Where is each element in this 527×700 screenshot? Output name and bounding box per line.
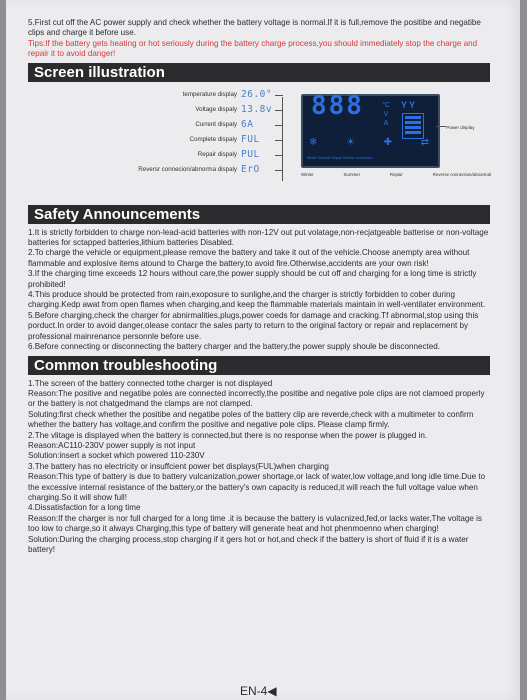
power-display-label: Power display	[446, 124, 475, 130]
lcd-screen	[301, 90, 440, 168]
label-bracket	[282, 97, 283, 181]
label-text: Complete dispaly	[189, 135, 237, 143]
label-row-voltage	[68, 103, 283, 118]
label-row-current	[68, 118, 283, 133]
intro-step5: 5.First cut off the AC power supply and check whether the battery voltage is normal.If it is full,remove the positibe and negatibe clips and charge it before use.	[28, 18, 481, 38]
safety-list	[28, 228, 490, 353]
label-row-complete	[68, 133, 283, 148]
lcd-footer: Winter Summer Repair Reverse connection	[307, 156, 373, 161]
manual-page	[28, 18, 490, 555]
trouble-line: 4.Dissatisfaction for a long time	[28, 503, 141, 513]
trouble-line: Reason:AC110-230V power supply is not input	[28, 440, 196, 450]
mode-label-summer: Summer	[343, 171, 361, 177]
trouble-line: Reason:If the charger is nor full charged for a long time .it is because the battery is vulacnized,fed,or lacks water,The voltage is too low to charge,so it always Charging,this type of battery will generate heat and hot phenmoenno when charging!	[28, 513, 482, 534]
mode-labels	[301, 170, 491, 180]
safety-item: 5.Before charging,check the charger for abnirmalities,plugs,power coeds for damage and cracking.Tf abnormal,stop using this porduct.In order to avoid danger,olease contacr the sales party to return to the original factory or repair and replacement by professional mainrenance personnle before use.	[28, 310, 479, 341]
trouble-line: Reason:The positive and negatibe poles are connected incorrectly,the positibe and negative pole clips are not clamoed properly or the battery is not chatgedmand the clamps are not clamped.	[28, 388, 485, 409]
trouble-line: 2.The vlitage is displayed when the battery is connected,but there is no response when the power is plugged in.	[28, 430, 428, 440]
label-sample: ErO	[241, 163, 260, 175]
lcd-unit-volt: V	[383, 110, 389, 118]
trouble-line: 1.The screen of the battery connected tothe charger is not displayed	[28, 378, 273, 388]
screen-illustration-heading: Screen illustration	[28, 63, 490, 82]
label-tick	[275, 95, 283, 96]
troubleshooting-heading: Common troubleshooting	[28, 356, 490, 375]
label-sample: PUL	[241, 148, 260, 160]
trouble-line: Solution:During the charging process,stop charging if it gers hot or hot,and check if the battery is short of fluid if it is a water battery!	[28, 534, 469, 554]
troubleshooting-list	[28, 379, 490, 556]
reverse-icon: ⇄	[420, 136, 429, 148]
lcd-units	[382, 101, 390, 128]
safety-heading: Safety Announcements	[28, 205, 490, 224]
intro-tips: Tips:If the battery gets heating or hot seriously during the battery charge process,you should immediately stop the charge and repair it to avoid danger!	[28, 38, 478, 59]
trouble-line: Reason:This type of battery is due to battery vulcanization,power shortage,or lack of water,low voltage,and long idle time.Due to the excessive internal resistance of the battery,or the battery's own capacity is reduced,it will reach the full voltage value when charging.So it will show full!	[28, 472, 486, 502]
lcd-unit-amp: A	[383, 119, 389, 127]
label-row-repair	[68, 148, 283, 163]
label-row-reverse	[68, 163, 283, 178]
lcd-mode-icons	[309, 138, 429, 148]
label-text: temperature display	[182, 90, 237, 98]
label-row-temperature	[68, 88, 283, 103]
screen-illustration	[28, 86, 490, 202]
label-sample: 6A	[241, 118, 254, 130]
page-number: EN-4◀	[240, 684, 277, 698]
battery-icon	[402, 113, 424, 139]
trouble-line: Solution:insert a socket which powered 110-230V	[28, 451, 205, 461]
snowflake-icon: ❄	[309, 136, 318, 148]
mode-label-winter: Winter	[301, 171, 314, 177]
repair-icon: ✚	[383, 136, 392, 148]
trouble-line: Soluting:first check whether the positibe and negatibe poles of the battery clip are reverde,check with a multimeter to confirm whether the battery has voltage,and confirm the positive and negative pole clips. Please clamp firmly.	[28, 409, 474, 430]
mode-label-repair: Repair	[389, 171, 403, 177]
label-text: Repair dispaly	[197, 150, 237, 158]
sun-icon: ☀	[346, 136, 355, 148]
label-text: Reversr connecion/abnorma dispaly	[138, 165, 237, 173]
safety-item: 4.This produce should be protected from rain,exoposure to sunlighe,and the charger is strictly forbidden to cober during charging.Kedp awat from open flames when charging,and keep the flammable materials maintain in well-ventilater environment.	[28, 290, 486, 310]
label-sample: 26.0°	[241, 88, 273, 100]
safety-item: 1.It is strictly forbidden to charge non-lead-acid batteries with non-12V out put volatage,non-recjatgeable batterise or non-voltage batteries for sctapped batteries,lithium batteries Disabled.	[28, 227, 489, 248]
safety-item: 6.Before connecting or disconnecting the battery charger and the battery,the power supply shoule be disconnected.	[28, 342, 440, 352]
trouble-line: 3.The battery has no electricity or insuffcient power bet displays(FUL)when charging	[28, 461, 329, 471]
lcd-yy: Y Y	[401, 99, 416, 110]
label-text: Current dispaly	[195, 120, 237, 128]
safety-item: 2.To charge the vehicle or equipment,please remove the battery and take it out of the vehicle.Choose anempty area without flammable and explosive items atound to Charge the battery,to avoid fire.Otherwise,accidents are your own risk!	[28, 248, 470, 268]
power-label-line	[436, 126, 446, 127]
label-sample: 13.8v	[241, 103, 273, 115]
label-sample: FUL	[241, 133, 260, 145]
lcd-unit-celsius: °C	[382, 101, 390, 109]
lcd-digits: 888	[311, 90, 364, 121]
label-text: Voltage dispaly	[195, 105, 237, 113]
safety-item: 3.If the charging time exceeds 12 hours without care,the power supply should be cut off and charging for a long time is strictly prohibited!	[28, 269, 477, 289]
mode-label-reverse: Reverse connection/abnormal	[432, 171, 491, 177]
